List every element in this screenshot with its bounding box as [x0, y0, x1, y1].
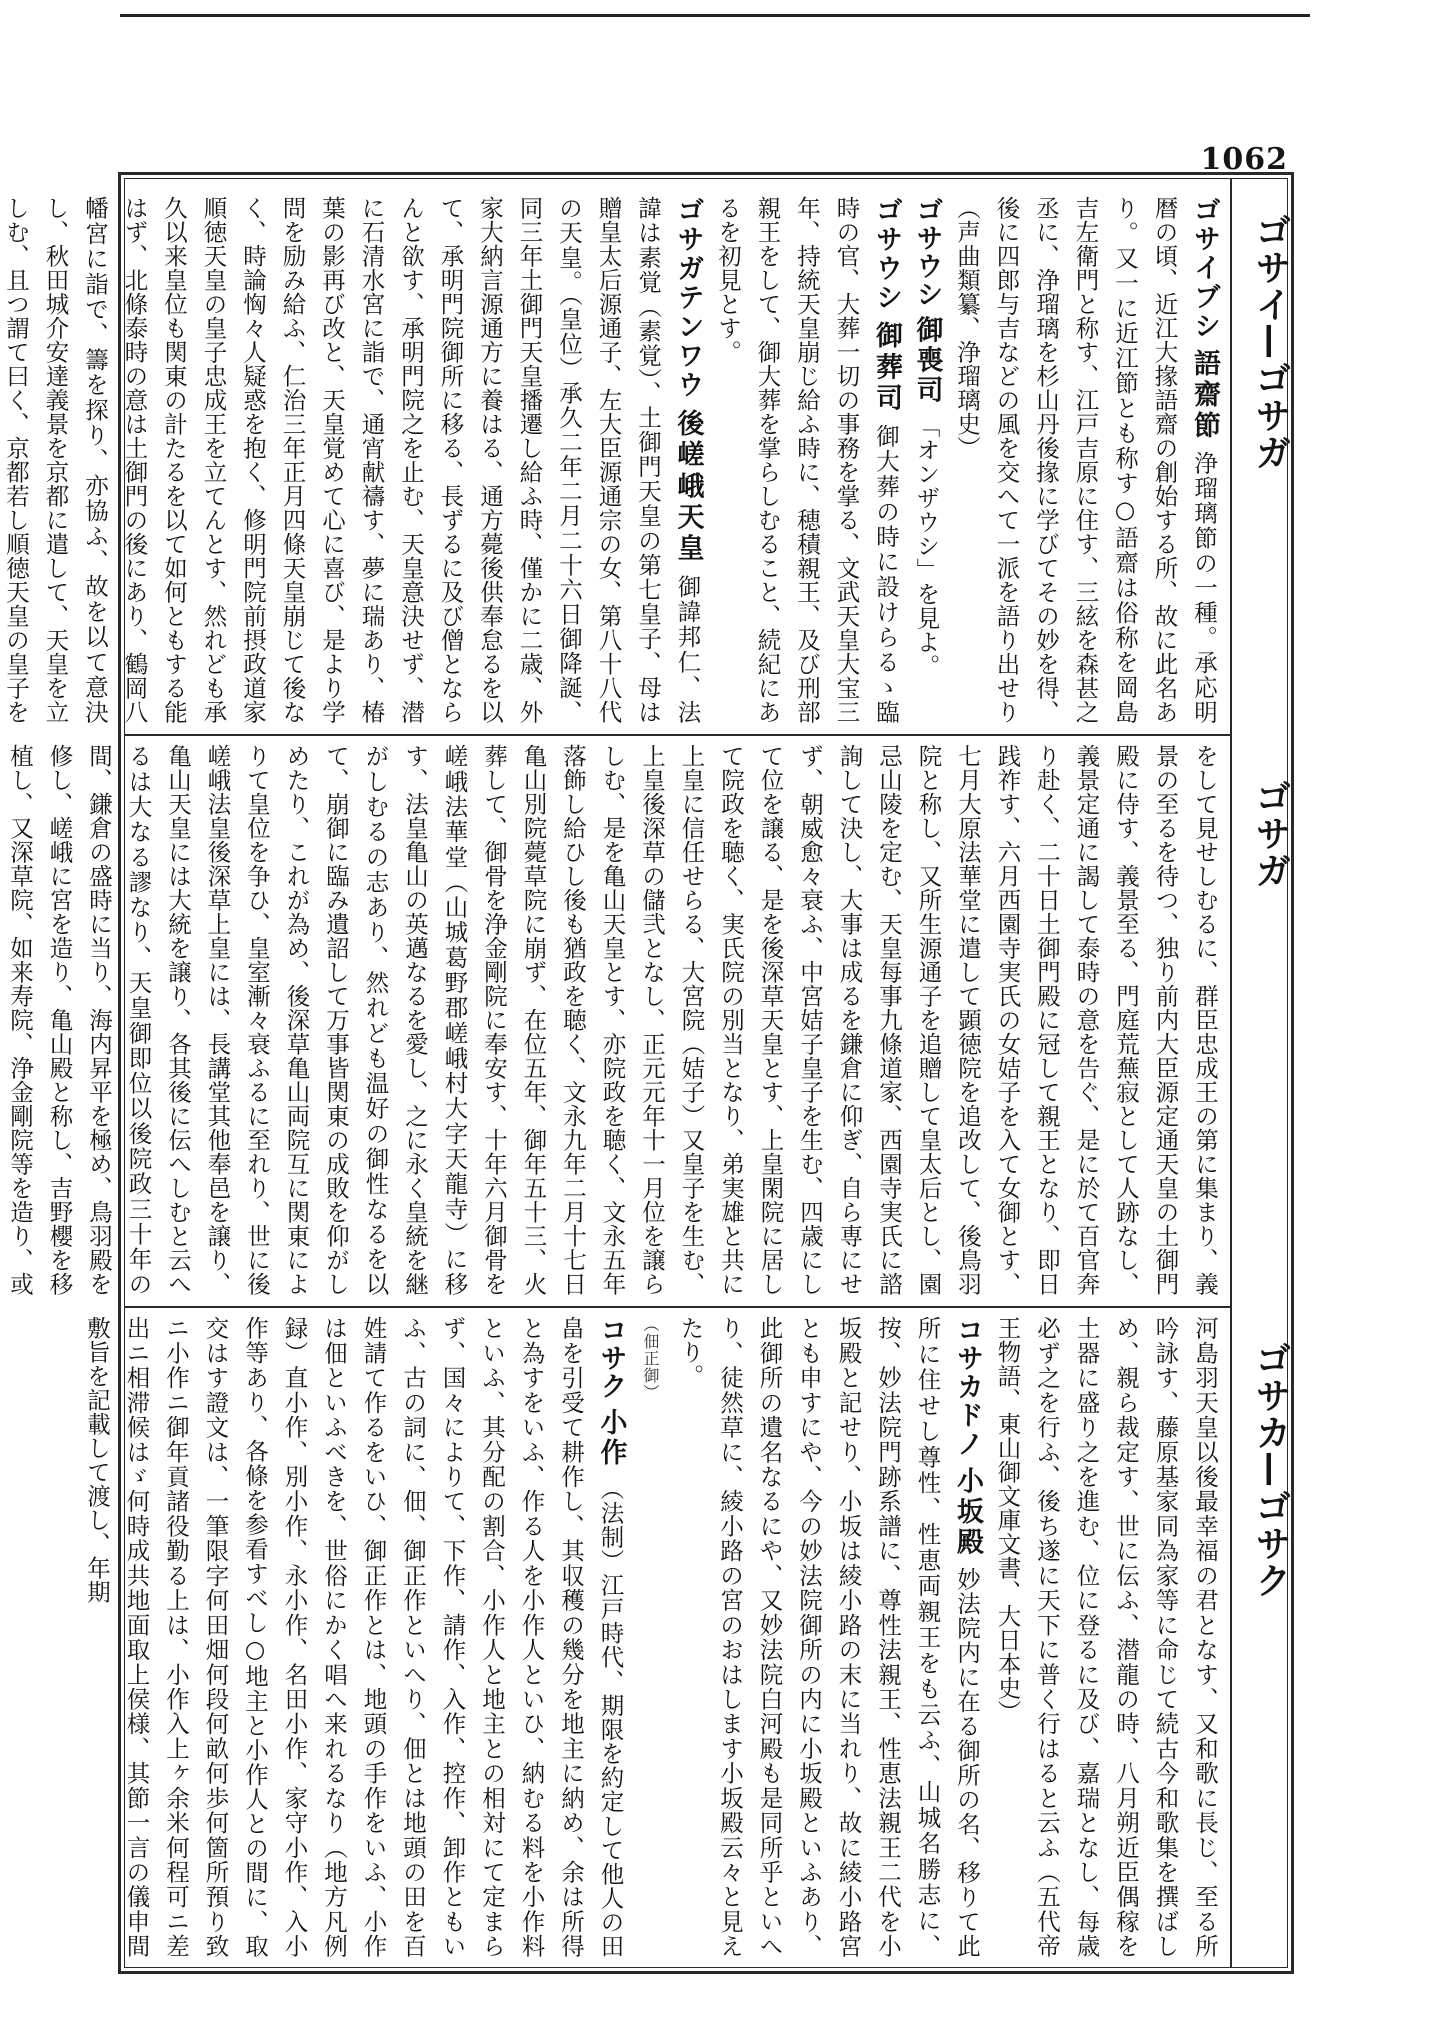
- headword-kanji: 後嵯峨天皇: [672, 409, 704, 566]
- headword-kanji: 小坂殿: [952, 1466, 983, 1559]
- continued-entry-body: をして見せしむるに、群臣忠成王の第に集まり、義景の至るを待つ、独り前内大臣源定通天皇の土御門殿に侍す、義景至る、門庭荒蕪寂として人跡なし、義景定通に謁して泰時の意を告ぐ、是に於て百官奔り赴く、二十日土御門殿に冠して親王となり、即日践祚す、六月西園寺実氏の女姞子を入て女御とす、七月大原法華堂に遣して顕徳院を追改して、後鳥羽院と称し、又所生源通子を追贈して皇太后とし、園忌山陵を定む、天皇每事九條道家、西園寺実氏に諮詢して決し、大事は成るを鎌倉に仰ぎ、自ら専にせず、朝威愈々衰ふ、中宮姞子皇子を生む、四歳にして位を譲る、是を後深草天皇とす、上皇閑院に居して院政を聴く、実氏院の別当となり、弟実雄と共に上皇に信任せらる、大宮院（姞子）又皇子を生む、上皇後深草の儲弐となし、正元元年十一月位を譲らしむ、是を亀山天皇とす、亦院政を聴く、文永五年落飾し給ひし後も猶政を聴く、文永九年二月十七日亀山別院薨草院に崩ず、在位五年、御年五十三、火葬して、御骨を浄金剛院に奉安す、十年六月御骨を嵯峨法華堂（山城葛野郡嵯峨村大字天龍寺）に移す、法皇亀山の英邁なるを愛し、之に永く皇統を継がしむるの志あり、然れども温好の御性なるを以て、崩御に臨み遺詔して万事皆関東の成敗を仰がしめたり、これが為め、後深草亀山両院互に関東によりて皇位を争ひ、皇室漸々衰ふるに至れり、世に後嵯峨法皇後深草上皇には、長講堂其他奉邑を譲り、亀山天皇には大統を譲り、各其後に伝へしむと云へるは大なる謬なり、天皇御即位以後院政三十年の間、鎌倉の盛時に当り、海内昇平を極め、鳥羽殿を修し、嵯峨に宮を造り、亀山殿と称し、吉野櫻を移植し、又深草院、如来寿院、浄金剛院等を造り、或: [6, 744, 1219, 1296]
- entry-gosaga-tennou: [0, 196, 708, 724]
- entry-body: 御諱邦仁、法諱は素覚（素覚）、土御門天皇の第七皇子、母は贈皇太后源通子、左大臣源通宗の女、第八十八代の天皇。（皇位）承久二年二月二十六日御降誕、同三年土御門天皇播遷し給ふ時、僅かに二歳、外家大納言源通方に養はる、通方薨後供奉怠るを以て、承明門院御所に移る、長ずるに及び僧とならんと欲す、承明門院之を止む、天皇意決せず、潜に石清水宮に詣で、通宵献禱す、夢に瑞あり、椿葉の影再び改と、天皇覚めて心に喜び、是より学問を励み給ふ、仁治三年正月四條天皇崩じて後なく、時論恟々人疑惑を抱く、修明門院前摂政道家順徳天皇の皇子忠成王を立てんとす、然れども承久以来皇位も関東の計たるを以て如何ともする能はず、北條泰時の意は土御門の後にあり、鶴岡八幡宮に詣で、籌を探り、亦協ふ、故を以て意決し、秋田城介安達義景を京都に遣して、天皇を立しむ、且つ謂て曰く、京都若し順徳天皇の皇子を: [2, 196, 702, 725]
- entry-body: 浄瑠璃節の一種。承応明暦の頃、近江大掾語齋の創始する所、故に此名あり。又一に近江節とも称す○語齋は俗称を岡島吉左衛門と称す、江戸吉原に住す、三絃を森甚之丞に、浄瑠璃を杉山丹後掾に学びてその妙を得、後に四郎与吉などの風を交へて一派を語り出せり（声曲類纂、浄瑠璃史）: [953, 196, 1218, 725]
- headword: ゴサウシ: [911, 196, 943, 308]
- entry-body: 「オンザウシ」を見よ。: [912, 413, 941, 678]
- header-strip-separator: [1230, 178, 1232, 1968]
- running-head-middle: ゴサガ: [1250, 778, 1291, 889]
- headword: ゴサイブシ: [1189, 196, 1220, 341]
- headword-kanji: 御喪司: [911, 315, 943, 406]
- page-number: 1062: [1200, 142, 1288, 177]
- figure-citation: （佃正御）: [641, 1316, 660, 1401]
- entry-body: 河島羽天皇以後最幸福の君となす、又和歌に長じ、至る所吟詠す、藤原基家同為家等に命じて続古今和歌集を撰ばしめ、親ら裁定す、世に伝ふ、潜龍の時、八月朔近臣偶稼を土器に盛り之を進む、位に登るに及び、嘉瑞となし、每歳必ず之を行ふ、後ち遂に天下に普く行はると云ふ（五代帝王物語、東山御文庫文書、大日本史）: [993, 1316, 1219, 1958]
- entry-kosaku: [77, 1316, 671, 1958]
- entry-body: （法制）江戸時代、期限を約定して他人の田畠を引受て耕作し、其収穫の幾分を地主に納め、余は所得と為すをいふ、作る人を小作人といひ、納むる料を小作料といふ、其分配の割合、小作人と地主との相対にて定まらず、国々によりて、下作、請作、入作、控作、卸作ともいふ、古の詞に、佃、御正作といへり、佃とは地頭の田を百姓請て作るをいひ、御正作とは、地頭の手作をいふ、小作は佃といふべきを、世俗にかく唱へ来れるなり（地方凡例録）直小作、別小作、永小作、名田小作、家守小作、入小作等あり、各條を参看すべし○地主と小作人との間に、取交はす證文は、一筆限字何田畑何段何畝何歩何箇所預り致ニ小作ニ御年貢諸役勤る上は、小作入上ヶ余米何程可ニ差出ニ相滞候はゞ何時成共地面取上侯様、其節一言の儀申間敷旨を記載して渡し、年期: [83, 1316, 625, 1958]
- tier-1-text: [2, 196, 1224, 725]
- top-rule: [120, 14, 1310, 17]
- continued-entry-gosaga: [987, 1316, 1224, 1958]
- entry-body: 妙法院内に在る御所の名、移りて此所に住せし尊性、性恵両親王をも云ふ、山城名勝志に、按、妙法院門跡系譜に、尊性法親王、性恵法親王二代を小坂殿と記せり、小坂は綾小路の末に当れり、故に綾小路宮とも申すにや、今の妙法院御所の内に小坂殿といふあり、此御所の遺名なるにや、又妙法院白河殿も是同所乎といへり、徒然草に、綾小路の宮のおはします小坂殿云々と見えたり。: [676, 1316, 981, 1958]
- headword-kanji: 語齋節: [1189, 349, 1220, 443]
- headword: ゴサウシ: [871, 196, 902, 313]
- headword: コサカドノ: [952, 1316, 983, 1459]
- running-head-top: ゴサイ—ゴサガ: [1250, 212, 1291, 471]
- headword: コサク: [595, 1316, 627, 1401]
- tier-separator-1: [124, 734, 1230, 736]
- running-head-bottom: ゴサカ—ゴサク: [1250, 1340, 1291, 1599]
- entry-gosaibushi: [947, 196, 1225, 724]
- headword: ゴサガテンワウ: [672, 196, 704, 401]
- tier-2-text: [6, 744, 1224, 1296]
- headword-kanji: 小作: [595, 1408, 627, 1469]
- entry-body: 御大葬の時に設けらるゝ臨時の官、大葬一切の事務を掌る、文武天皇大宝三年、持統天皇崩じ給ふ時に、穂積親王、及び刑部親王をして、御大葬を掌らしむること、続紀にあるを初見とす。: [714, 196, 900, 724]
- entry-kosakadono: [670, 1316, 987, 1958]
- entry-gosaushi-2: [708, 196, 907, 724]
- tier-3-text: [83, 1316, 1224, 1958]
- headword-kanji: 御葬司: [871, 321, 902, 415]
- tier-separator-2: [124, 1306, 1230, 1308]
- entry-gosaushi-1: [906, 196, 947, 724]
